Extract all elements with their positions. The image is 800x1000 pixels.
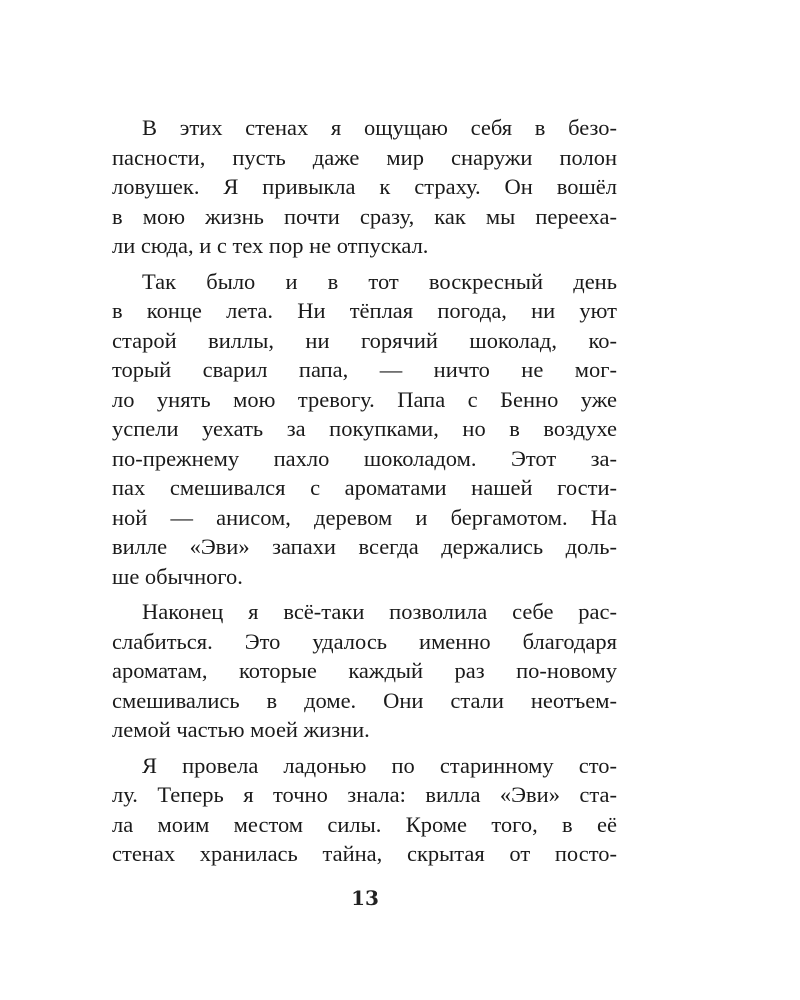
paragraph-2 xyxy=(112,267,617,592)
text-line: ловушек. Я привыкла к страху. Он вошёл xyxy=(112,174,617,199)
text-line: Так было и в тот воскресный день xyxy=(142,268,617,294)
page-body xyxy=(112,113,617,869)
text-line: лу. Теперь я точно знала: вилла «Эви» ста- xyxy=(112,782,617,807)
text-line: пасности, пусть даже мир снаружи полон xyxy=(112,144,617,170)
text-line: ли сюда, и с тех пор не отпускал. xyxy=(112,233,429,258)
text-line: старой виллы, ни горячий шоколад, ко- xyxy=(112,327,617,353)
text-line: лемой частью моей жизни. xyxy=(112,717,370,742)
text-line: в конце лета. Ни тёплая погода, ни уют xyxy=(112,298,617,323)
text-line: В этих стенах я ощущаю себя в безо- xyxy=(142,115,617,140)
text-line: Я провела ладонью по старинному сто- xyxy=(142,752,617,778)
text-line: слабиться. Это удалось именно благодаря xyxy=(112,628,617,654)
text-line: вилле «Эви» запахи всегда держались доль- xyxy=(112,534,617,559)
paragraph-1 xyxy=(112,113,617,261)
text-line: торый сварил папа, — ничто не мог- xyxy=(112,357,617,382)
text-line: ше обычного. xyxy=(112,563,243,589)
text-line: ло унять мою тревогу. Папа с Бенно уже xyxy=(112,386,617,412)
text-line: ной — анисом, деревом и бергамотом. На xyxy=(112,504,617,530)
paragraph-4 xyxy=(112,751,617,869)
text-line: ароматам, которые каждый раз по-новому xyxy=(112,658,617,683)
text-line: ла моим местом силы. Кроме того, в её xyxy=(112,811,617,837)
text-line: Наконец я всё-таки позволила себе рас- xyxy=(142,599,617,624)
text-line: пах смешивался с ароматами нашей гости- xyxy=(112,475,617,500)
text-line: смешивались в доме. Они стали неотъем- xyxy=(112,687,617,713)
text-line: успели уехать за покупками, но в воздухе xyxy=(112,416,617,441)
page-number: 13 xyxy=(351,886,379,910)
text-line: по-прежнему пахло шоколадом. Этот за- xyxy=(112,445,617,471)
text-line: в мою жизнь почти сразу, как мы переехa- xyxy=(112,203,617,229)
paragraph-3 xyxy=(112,597,617,745)
text-line: стенах хранилась тайна, скрытая от посто- xyxy=(112,841,617,866)
